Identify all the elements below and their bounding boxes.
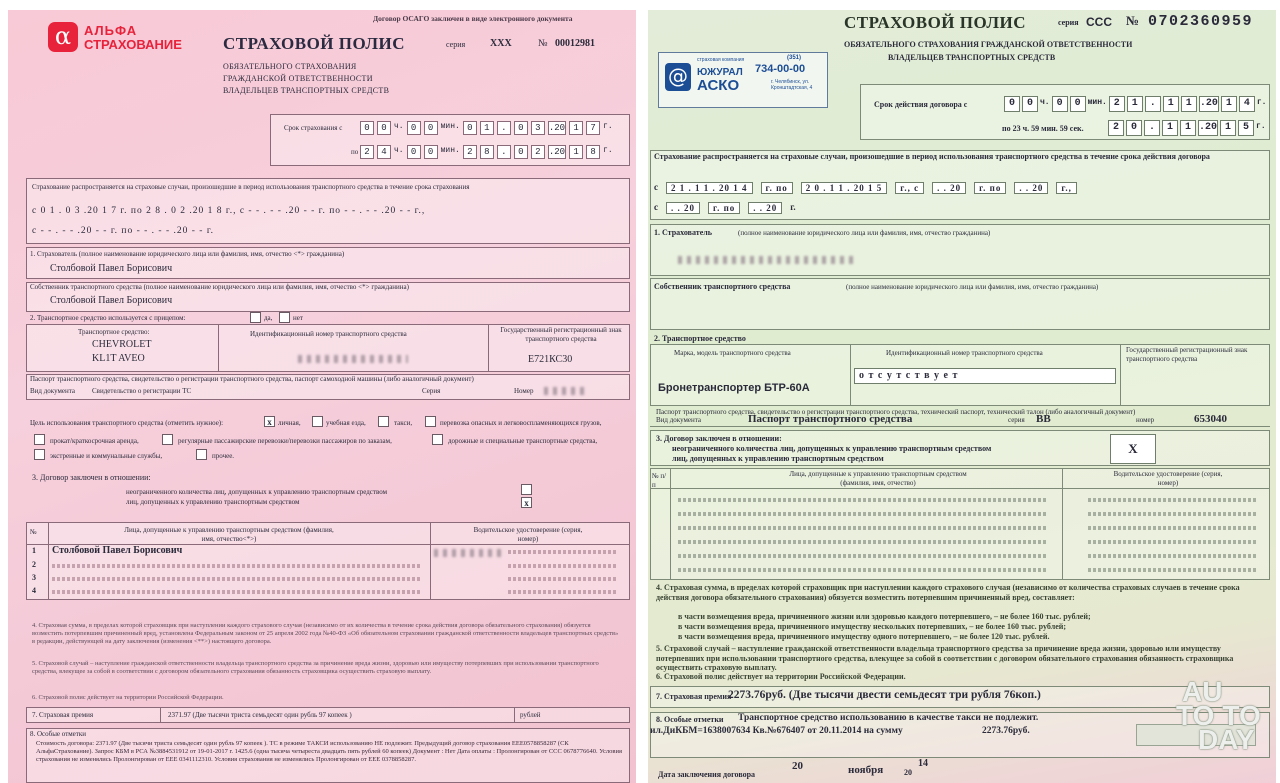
- drivers-col-divider-right-1: [670, 468, 671, 580]
- driver-row-name: Столбовой Павел Борисович: [52, 545, 183, 556]
- right-term-to-cell-5: .20: [1198, 120, 1218, 136]
- premium-unit: рублей: [520, 711, 541, 719]
- clause-4: 4. Страховая сумма, в пределах которой страховщик при наступлении каждого страхового случая (независимо от их количества в течение срока действия договора обязательного страхования) обязуется возместить потерпевшим причиненный вред, установлена Федеральным законом от 25 апреля 2002 года №40-ФЗ «Об обязательном страховании гражданской ответственности владельцев транспортных средств» в редакции, действующей на дату заключения (изменения <**>) настоящего договора.: [32, 622, 619, 645]
- doc-number-value-right: 653040: [1194, 413, 1227, 425]
- left-term-to-cell-12: 1: [569, 145, 583, 159]
- doc-series-label-right: серия: [1008, 416, 1025, 424]
- purpose-taxi-checkbox[interactable]: [378, 416, 389, 427]
- right-term-to-cell-6: 1: [1220, 120, 1236, 136]
- alfa-logo: [48, 20, 218, 60]
- contract-unlimited-checkbox[interactable]: [521, 484, 532, 495]
- asko-logo-small: страховая компания: [697, 57, 745, 63]
- left-term-from-cell-14: г.: [603, 122, 613, 131]
- premium-label: 7. Страховая премия: [32, 711, 94, 719]
- left-term-from-cell-10: 3: [531, 121, 545, 135]
- term-from-cells: [360, 121, 613, 135]
- driver-license-filler: [508, 564, 618, 568]
- owner-label: Собственник транспортного средства (полное наименование юридического лица или фамилия, имя, отчество <*> гражданина): [30, 283, 409, 291]
- alfa-logo-icon: α: [48, 22, 78, 52]
- purpose-item-0: личная,: [278, 419, 301, 427]
- premium-value-right: 2273.76руб. (Две тысячи двести семьдесят три рубля 76коп.): [728, 689, 1041, 701]
- vehicle-model: KL1T AVEO: [92, 353, 145, 364]
- series-label-right: серия: [1058, 18, 1079, 27]
- trailer-label: 2. Транспортное средство используется с прицепом:: [30, 314, 186, 322]
- insurer-value: Столбовой Павел Борисович: [50, 263, 173, 274]
- left-term-from-cell-12: 1: [569, 121, 583, 135]
- plate-value: Е721КС30: [528, 354, 573, 365]
- purpose-item-2: такси,: [394, 419, 413, 427]
- asko-logo-line1: ЮЖУРАЛ: [697, 67, 743, 78]
- purpose-item-1: учебная езда,: [326, 419, 366, 427]
- left-term-from-cell-8: .: [497, 121, 511, 135]
- date-month-right: ноября: [848, 764, 884, 776]
- right-term-from-cell-0: 0: [1004, 96, 1020, 112]
- drivers-col-license-right: Водительское удостоверение (серия, номер): [1113, 470, 1223, 487]
- right-term-from-cell-6: 2: [1109, 96, 1125, 112]
- left-term-to-cell-6: 2: [463, 145, 477, 159]
- doc-number-label-right: номер: [1136, 416, 1155, 424]
- col-make-right: Марка, модель транспортного средства: [674, 349, 791, 357]
- col-plate-right: Государственный регистрационный знак транспортного средства: [1126, 346, 1248, 363]
- term-from-cells-right: [1004, 96, 1266, 112]
- purpose-rental-checkbox[interactable]: [34, 434, 45, 445]
- vehicle-value-right: Бронетранспортер БТР-60А: [658, 382, 810, 394]
- vehicle-col-divider-right-1: [850, 344, 851, 406]
- contract-opt-1: неограниченного количества лиц, допущенных к управлению транспортным средством: [126, 488, 387, 496]
- series-value-right: ССС: [1086, 15, 1112, 29]
- number-label-right: №: [1126, 13, 1140, 28]
- doc-underline-right: [650, 426, 1270, 427]
- owner-label-right: Собственник транспортного средства: [654, 282, 791, 291]
- left-term-to-cell-3: 0: [407, 145, 421, 159]
- subtitle-right-2: ВЛАДЕЛЬЦЕВ ТРАНСПОРТНЫХ СРЕДСТВ: [888, 53, 1056, 62]
- term-to-label: по: [351, 148, 359, 156]
- vin-value-right: о т с у т с т в у е т: [854, 368, 1116, 384]
- right-term-from-cell-1: 0: [1022, 96, 1038, 112]
- policy-title-right: СТРАХОВОЙ ПОЛИС: [844, 13, 1027, 32]
- policy-title: СТРАХОВОЙ ПОЛИС: [223, 34, 406, 53]
- contract-label-right: 3. Договор заключен в отношении:: [656, 434, 782, 443]
- right-term-from-cell-8: .: [1145, 96, 1161, 112]
- driver-row-filler-right: [678, 540, 1048, 544]
- left-term-to-cell-10: 2: [531, 145, 545, 159]
- left-term-to-cell-2: ч.: [394, 146, 404, 155]
- left-term-to-cell-7: 8: [480, 145, 494, 159]
- left-term-to-cell-5: мин.: [440, 146, 460, 155]
- doc-number-redacted: [544, 387, 584, 395]
- right-term-to-cell-2: .: [1144, 120, 1160, 136]
- driver-row-filler-right: [678, 526, 1048, 530]
- clause-6-right: 6. Страховой полис действует на территории Российской Федерации.: [656, 672, 906, 681]
- right-term-from-cell-9: 1: [1163, 96, 1179, 112]
- driver-license-filler-right: [1088, 554, 1258, 558]
- contract-opt-2: лиц, допущенных к управлению транспортным средством: [126, 498, 300, 506]
- right-period-1-part-4: г., с: [895, 182, 924, 194]
- purpose-item-3: перевозка опасных и легковоспламеняющихся грузов,: [440, 419, 602, 427]
- driver-row-number: 3: [32, 573, 36, 582]
- clause-4b-right: в части возмещения вреда, причиненного имуществу нескольких потерпевших, – не более 160 тыс. рублей;: [678, 622, 1067, 631]
- contract-named-checkbox[interactable]: x: [521, 497, 532, 508]
- left-term-to-cell-13: 8: [586, 145, 600, 159]
- driver-license-filler-right: [1088, 526, 1258, 530]
- right-period-1-part-7: . . 20: [1014, 182, 1048, 194]
- right-term-from-cell-14: г.: [1256, 98, 1267, 107]
- driver-license-filler-right: [1088, 512, 1258, 516]
- notes-line-2-right: ил.ДиКБМ=1638007634 Кв.№676407 от 20.11.2014 на сумму: [650, 726, 903, 736]
- vin-col-header: Идентификационный номер транспортного средства: [250, 330, 407, 338]
- left-term-from-cell-13: 7: [586, 121, 600, 135]
- drivers-col-divider-right-2: [1062, 468, 1063, 580]
- date-year-prefix-right: 20: [904, 768, 912, 777]
- series-label: серия: [446, 40, 466, 49]
- driver-row-filler-right: [678, 512, 1048, 516]
- insurer-label-right: 1. Страхователь: [654, 228, 712, 237]
- period-row-2-right: [654, 202, 796, 214]
- doc-kind-value-right: Паспорт транспортного средства: [748, 413, 913, 425]
- right-period-1-part-0: с: [654, 182, 658, 192]
- trailer-yes-checkbox[interactable]: [250, 312, 261, 323]
- right-period-2-part-4: г.: [790, 202, 796, 212]
- right-period-1-part-1: 2 1 . 1 1 . 20 1 4: [666, 182, 753, 194]
- driver-license-filler-right: [1088, 498, 1258, 502]
- driver-row-number: 2: [32, 560, 36, 569]
- policy-number: 00012981: [555, 38, 595, 49]
- right-term-to-cell-0: 2: [1108, 120, 1124, 136]
- drivers-col-no: №: [30, 528, 37, 536]
- notes-label: 8. Особые отметки: [30, 730, 86, 738]
- purpose-other-checkbox[interactable]: [196, 449, 207, 460]
- right-period-1-part-5: . . 20: [932, 182, 966, 194]
- driver-row-number: 4: [32, 586, 36, 595]
- header-note: Договор ОСАГО заключен в виде электронного документа: [373, 14, 573, 23]
- period-heading-right: Страхование распространяется на страховые случаи, произошедшие в период использования транспортного средства в течение срока действия договора: [654, 152, 1210, 161]
- subtitle-right-1: ОБЯЗАТЕЛЬНОГО СТРАХОВАНИЯ ГРАЖДАНСКОЙ ОТВЕТСТВЕННОСТИ: [844, 40, 1133, 49]
- purpose-item-6: дорожные и специальные транспортные средства,: [448, 437, 598, 445]
- doc-kind-value: Свидетельство о регистрации ТС: [92, 387, 192, 395]
- right-policy-document: [648, 10, 1276, 783]
- vehicle-col-header: Транспортное средство:: [78, 328, 150, 336]
- driver-row-filler-right: [678, 498, 1048, 502]
- purpose-item-5: регулярные пассажирские перевозки/перевозки пассажиров по заказам,: [178, 437, 392, 445]
- plate-col-header: Государственный регистрационный знак транспортного средства: [500, 326, 622, 343]
- purpose-personal-checkbox[interactable]: x: [264, 416, 275, 427]
- period-row-1: с 0 1 . 0 3 .20 1 7 г. по 2 8 . 0 2 .20 1 8 г., с - - . - - .20 - - г. по - - . - - .20 - - г.,: [32, 206, 426, 216]
- term-to-cells: [360, 145, 613, 159]
- clause-4-right: 4. Страховая сумма, в пределах которой страховщик при наступлении каждого страхового случая (независимо от количества страховых случаев в течение срока действия договора обязательного страхования) обязуется возместить потерпевшим причиненный вред, составляет:: [656, 583, 1240, 602]
- driver-row-filler: [52, 590, 422, 594]
- drivers-col-divider-2: [430, 522, 431, 600]
- doc-series-label: Серия: [422, 387, 441, 395]
- notes-line-1-right: Транспортное средство использованию в качестве такси не подлежит.: [738, 713, 1039, 723]
- watermark-line-2a: TO: [1176, 700, 1215, 731]
- clause-4c-right: в части возмещения вреда, причиненного имуществу одного потерпевшего, – не более 120 тыс. рублей.: [678, 632, 1050, 641]
- drivers-col-divider-1: [48, 522, 49, 600]
- left-term-from-cell-1: 0: [377, 121, 391, 135]
- purpose-road-checkbox[interactable]: [432, 434, 443, 445]
- vehicle-label-right: 2. Транспортное средство: [654, 334, 746, 343]
- asko-logo: [658, 52, 828, 108]
- driver-row-filler: [52, 564, 422, 568]
- left-policy-document: [8, 10, 636, 783]
- driver-row-filler-right: [678, 554, 1048, 558]
- vin-redacted: [298, 355, 408, 363]
- number-label: №: [538, 38, 548, 49]
- right-term-to-cell-8: г.: [1256, 122, 1266, 131]
- term-label-right: Срок действия договора с: [874, 100, 968, 109]
- watermark-line-2b: TO: [1222, 700, 1261, 731]
- left-term-from-cell-2: ч.: [394, 122, 404, 131]
- left-term-to-cell-14: г.: [603, 146, 613, 155]
- right-term-to-cell-7: 5: [1238, 120, 1254, 136]
- driver-license-redacted: [434, 549, 504, 557]
- term-to-cells-right: [1108, 120, 1266, 136]
- doc-number-label: Номер: [514, 387, 534, 395]
- right-term-from-cell-12: 1: [1221, 96, 1237, 112]
- purpose-item-7: экстренные и коммунальные службы,: [50, 452, 163, 460]
- right-term-from-cell-13: 4: [1239, 96, 1255, 112]
- left-term-from-cell-11: .20: [548, 123, 566, 133]
- doc-note-right: Паспорт транспортного средства, свидетельство о регистрации транспортного средства, технический паспорт, технический талон (либо аналогичный документ): [656, 408, 1136, 416]
- period-heading: Страхование распространяется на страховые случаи, произошедшие в период использования транспортного средства в течение срока страхования: [32, 183, 470, 191]
- drivers-col-no-right: № п/п: [652, 472, 667, 489]
- term-from-label: Срок страхования с: [284, 124, 343, 132]
- right-term-from-cell-11: .20: [1199, 96, 1219, 112]
- series-value: XXX: [490, 38, 512, 49]
- right-term-to-cell-3: 1: [1162, 120, 1178, 136]
- right-term-from-cell-4: 0: [1070, 96, 1086, 112]
- vehicle-col-divider-right-2: [1120, 344, 1121, 406]
- doc-series-value-right: ВВ: [1036, 413, 1051, 425]
- autotoday-watermark: [1176, 676, 1276, 780]
- driver-license-filler: [508, 590, 618, 594]
- owner-value: Столбовой Павел Борисович: [50, 295, 173, 306]
- col-vin-right: Идентификационный номер транспортного средства: [886, 349, 1043, 357]
- left-term-from-cell-3: 0: [407, 121, 421, 135]
- left-term-to-cell-11: .20: [548, 147, 566, 157]
- insurer-redacted-right: [678, 256, 858, 264]
- asko-phone-code: (351): [787, 55, 802, 61]
- right-period-1-part-2: г. по: [761, 182, 793, 194]
- period-row-2: с - - . - - .20 - - г. по - - . - - .20 - - г.: [32, 226, 215, 236]
- asko-phone: 734-00-00: [755, 63, 806, 75]
- period-row-1-right: [654, 182, 1077, 194]
- trailer-no-checkbox[interactable]: [279, 312, 290, 323]
- left-term-from-cell-9: 0: [514, 121, 528, 135]
- vehicle-make: CHEVROLET: [92, 339, 152, 350]
- premium-divider-1: [160, 707, 161, 723]
- right-term-from-cell-7: 1: [1127, 96, 1143, 112]
- drivers-col-person-right: Лица, допущенные к управлению транспортным средством (фамилия, имя, отчество): [789, 470, 967, 487]
- left-term-from-cell-6: 0: [463, 121, 477, 135]
- notes-amount-right: 2273.76руб.: [982, 726, 1030, 736]
- left-term-to-cell-0: 2: [360, 145, 374, 159]
- watermark-line-1: AU: [1182, 676, 1223, 707]
- term-to-label-right: по 23 ч. 59 мин. 59 сек.: [1002, 124, 1084, 133]
- purpose-label: Цель использования транспортного средства (отметить нужное):: [30, 419, 224, 427]
- clause-5: 5. Страховой случай – наступление гражданской ответственности владельца транспортного средства за причинение вреда жизни, здоровью или имуществу потерпевших при использовании транспортного средства, влекущее за собой в соответствии с договором обязательного страхования обязанность страховщика осуществить страховую выплату.: [32, 660, 599, 675]
- notes-text: Стоимость договора: 2371.97 (Две тысячи триста семьдесят один рубль 97 копеек ). ТС в режиме ТАКСИ использованию НЕ подлежит. Предыдущий договор страхования ЕЕЕ0578858287 (СК АльфаСтрахование). Запрос КБМ в РСА №3884531912 от 19-01-2017 г. 1425.6 (одна тысяча четыреста двадцать пять рублей 60 копеек) Документ : Нет Дата оплаты : Пролонгирован от ССС 0678776640. Условия страхования не изменялись Пролонгирован от ЕЕЕ 0341112310. Условия страхования не изменялись Пролонгирован от ЕЕЕ 0378858287.: [36, 740, 622, 763]
- purpose-item-4: прокат/краткосрочная аренда,: [50, 437, 139, 445]
- drivers-col-person: Лица, допущенные к управлению транспортным средством (фамилия, имя, отчество<*>): [124, 526, 334, 543]
- vehicle-doc-note: Паспорт транспортного средства, свидетельство о регистрации транспортного средства, паспорт самоходной машины (либо аналогичный документ): [30, 375, 474, 383]
- date-day-right: 20: [792, 760, 803, 772]
- left-term-to-cell-9: 0: [514, 145, 528, 159]
- right-period-2-part-3: . . 20: [748, 202, 782, 214]
- asko-logo-icon: @: [665, 63, 691, 91]
- owner-hint-right: (полное наименование юридического лица или фамилия, имя, отчество гражданина): [846, 283, 1099, 291]
- clause-5-right: 5. Страховой случай – наступление гражданской ответственности владельца транспортного средства за причинение вреда жизни, здоровью или имуществу потерпевших при использовании транспортного средства, влекущее за собой в соответствии с договором обязательного страхования обязанность страховщика осуществить страховую выплату.: [656, 644, 1234, 672]
- clause-6: 6. Страховой полис действует на территории Российской Федерации.: [32, 694, 224, 701]
- notes-label-right: 8. Особые отметки: [656, 715, 724, 724]
- right-period-1-part-3: 2 0 . 1 1 . 20 1 5: [801, 182, 888, 194]
- left-term-to-cell-8: .: [497, 145, 511, 159]
- contract-opt-2-right: лиц, допущенных к управлению транспортным средством: [672, 454, 884, 463]
- vehicle-col-divider-2: [488, 324, 489, 372]
- contract-opt-1-right: неограниченного количества лиц, допущенных к управлению транспортным средством: [672, 444, 992, 453]
- right-period-2-part-0: с: [654, 202, 658, 212]
- right-term-from-cell-3: 0: [1052, 96, 1068, 112]
- subtitle-1: ОБЯЗАТЕЛЬНОГО СТРАХОВАНИЯ: [223, 62, 357, 71]
- purpose-emergency-checkbox[interactable]: [34, 449, 45, 460]
- left-term-from-cell-5: мин.: [440, 122, 460, 131]
- left-term-from-cell-4: 0: [424, 121, 438, 135]
- purpose-item-8: прочее.: [212, 452, 235, 460]
- watermark-line-4: DAY: [1198, 724, 1255, 755]
- left-term-from-cell-0: 0: [360, 121, 374, 135]
- right-term-to-cell-4: 1: [1180, 120, 1196, 136]
- alfa-logo-line1: АЛЬФА: [84, 23, 138, 38]
- asko-logo-line2: АСКО: [697, 77, 740, 94]
- vehicle-col-divider-1: [218, 324, 219, 372]
- driver-row-filler: [52, 577, 422, 581]
- purpose-training-checkbox[interactable]: [312, 416, 323, 427]
- premium-label-right: 7. Страховая премия: [656, 692, 732, 701]
- right-period-2-part-1: . . 20: [666, 202, 700, 214]
- purpose-dangerous-checkbox[interactable]: [425, 416, 436, 427]
- alfa-logo-line2: СТРАХОВАНИЕ: [84, 37, 182, 52]
- right-term-from-cell-2: ч.: [1040, 98, 1050, 107]
- right-term-from-cell-5: мин.: [1087, 98, 1107, 107]
- date-year-right: 14: [918, 758, 928, 769]
- right-period-1-part-8: г.,: [1056, 182, 1077, 194]
- contract-label: 3. Договор заключен в отношении:: [32, 473, 151, 482]
- driver-row-number: 1: [32, 546, 36, 555]
- left-term-from-cell-7: 1: [480, 121, 494, 135]
- right-period-1-part-6: г. по: [974, 182, 1006, 194]
- purpose-regular-checkbox[interactable]: [162, 434, 173, 445]
- driver-license-filler: [508, 550, 618, 554]
- clause-4a-right: в части возмещения вреда, причиненного жизни или здоровью каждого потерпевшего, – не более 160 тыс. рублей;: [678, 612, 1091, 621]
- date-label-right: Дата заключения договора: [658, 770, 756, 779]
- premium-value: 2371.97 (Две тысячи триста семьдесят один рубль 97 копеек ): [168, 711, 352, 719]
- driver-license-filler: [508, 577, 618, 581]
- insurer-label: 1. Страхователь (полное наименование юридического лица или фамилия, имя, отчество <*> гражданина): [30, 250, 345, 258]
- right-term-to-cell-1: 0: [1126, 120, 1142, 136]
- asko-address: г. Челябинск, ул. Кронштадтская, 4: [771, 79, 813, 91]
- driver-license-filler-right: [1088, 568, 1258, 572]
- driver-license-filler-right: [1088, 540, 1258, 544]
- left-term-to-cell-4: 0: [424, 145, 438, 159]
- contract-unlimited-checkbox-right[interactable]: X: [1110, 434, 1156, 464]
- insurer-hint-right: (полное наименование юридического лица или фамилия, имя, отчество гражданина): [738, 229, 991, 237]
- doc-kind-label-right: Вид документа: [656, 416, 702, 424]
- driver-row-filler-right: [678, 568, 1048, 572]
- doc-kind-label: Вид документа: [30, 387, 76, 395]
- drivers-header-line-right: [650, 488, 1270, 489]
- left-term-to-cell-1: 4: [377, 145, 391, 159]
- premium-divider-2: [514, 707, 515, 723]
- policy-number-right: 0702360959: [1148, 13, 1254, 30]
- trailer-no-label: нет: [293, 314, 303, 322]
- trailer-yes-label: да,: [264, 314, 273, 322]
- right-term-from-cell-10: 1: [1181, 96, 1197, 112]
- subtitle-2: ГРАЖДАНСКОЙ ОТВЕТСТВЕННОСТИ: [223, 74, 373, 83]
- subtitle-3: ВЛАДЕЛЬЦЕВ ТРАНСПОРТНЫХ СРЕДСТВ: [223, 86, 390, 95]
- drivers-col-license: Водительское удостоверение (серия, номер): [473, 526, 583, 543]
- right-period-2-part-2: г. по: [708, 202, 740, 214]
